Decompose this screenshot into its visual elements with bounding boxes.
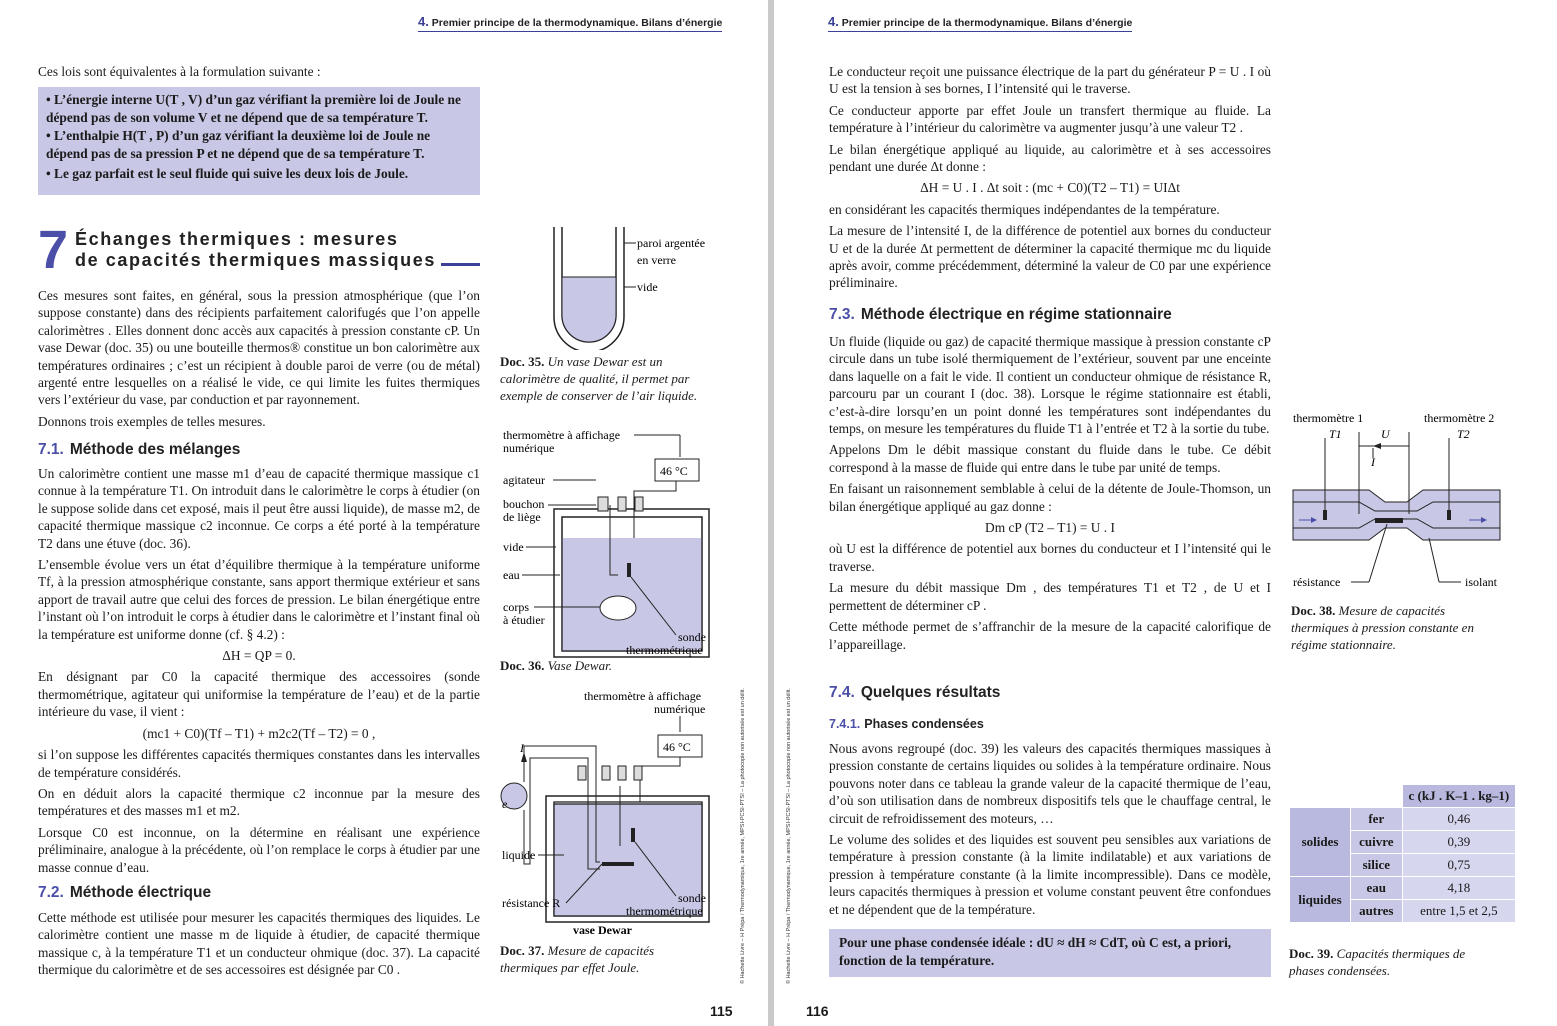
paragraph: Le bilan énergétique appliqué au liquide, au calorimètre et à ses accessoires pendant une durée Δt donne : <box>829 141 1271 175</box>
svg-text:vase Dewar: vase Dewar <box>573 923 632 937</box>
paragraph: Le volume des solides et des liquides est souvent peu sensibles aux variations de température à pression constante (à la limite indilatable) et aux variations de pression à température constante (à la limite incompressible). Dans ce modèle, leurs capacités thermiques à pression et volume constant peuvent être confondues et ne dépendent que de la température. <box>829 832 1271 917</box>
table-row: cuivre 0,39 <box>1290 831 1516 854</box>
svg-text:thermomètre 2: thermomètre 2 <box>1424 411 1495 425</box>
svg-text:46 °C: 46 °C <box>663 740 691 754</box>
label-verre: en verre <box>637 253 676 267</box>
body-text-right-3 <box>829 740 1271 922</box>
svg-text:eau: eau <box>503 568 520 582</box>
heading-7-2: 7.2. Méthode électrique <box>38 884 212 901</box>
doc36-figure <box>500 425 715 660</box>
svg-text:T2: T2 <box>1457 427 1470 441</box>
page-number: 116 <box>806 1003 829 1019</box>
paragraph: Appelons Dm le débit massique constant du fluide dans le tube. Ce débit correspond à la masse de fluide qui entre dans le tube par unité de temps. <box>829 442 1271 475</box>
svg-text:vide: vide <box>503 540 524 554</box>
paragraph: Cette méthode permet de s’affranchir de la mesure de la capacité calorifique de l’appareillage. <box>829 619 1271 652</box>
page-number: 115 <box>710 1003 733 1019</box>
svg-text:liquide: liquide <box>502 848 536 862</box>
svg-text:thermomètre 1: thermomètre 1 <box>1293 411 1364 425</box>
paragraph: Ce conducteur apporte par effet Joule un transfert thermique au fluide. La température à l’intérieur du calorimètre va augmenter jusqu’à une valeur T2 . <box>829 102 1271 136</box>
joule-laws-box <box>38 87 480 195</box>
svg-text:sonde: sonde <box>678 891 706 905</box>
svg-text:I: I <box>520 741 524 755</box>
doc38-figure <box>1289 408 1504 593</box>
svg-text:corps: corps <box>503 600 529 614</box>
table-row: silice 0,75 <box>1290 854 1516 877</box>
copyright-notice: © Hachette Livre – H Prépa / Thermodynamique, 1re année, MPSI-PCSI-PTSI – La photocopie non autorisée est un délit. <box>740 688 746 984</box>
equation: ΔH = QP = 0. <box>222 648 296 664</box>
section-title: Échanges thermiques : mesures de capacités thermiques massiques <box>75 229 436 270</box>
heading-7-4-1: 7.4.1. Phases condensées <box>829 717 984 731</box>
doc36-caption: Doc. 36. Vase Dewar. <box>500 658 612 673</box>
running-header: 4. Premier principe de la thermodynamique. Bilans d’énergie <box>828 14 1132 32</box>
paragraph: En faisant un raisonnement semblable à celui de la détente de Joule-Thomson, un bilan énergétique appliqué au gaz donne : <box>829 481 1271 514</box>
svg-text:T1: T1 <box>1329 427 1342 441</box>
paragraph: L’ensemble évolue vers un état d’équilibre thermique à la température uniforme Tf, à la pression atmosphérique constante, sans apport thermique extérieur et sans apport de travail autre que celui des forces de pression. Le bilan énergétique entre l’instant où l’on introduit le corps à étudier dans le calorimètre et l’instant final où la température est uniforme donne (cf. § 4.2) : <box>38 557 480 642</box>
svg-text:thermomètre à affichage: thermomètre à affichage <box>584 689 702 703</box>
section-rule <box>441 263 480 266</box>
paragraph: Le conducteur reçoit une puissance électrique de la part du générateur P = U . I où U est la tension à ses bornes, I l’intensité qui le traverse. <box>829 64 1271 97</box>
running-header: 4. Premier principe de la thermodynamique. Bilans d’énergie <box>418 14 722 32</box>
svg-text:résistance: résistance <box>1293 575 1341 589</box>
svg-text:sonde: sonde <box>678 630 706 644</box>
paragraph: En désignant par C0 la capacité thermique des accessoires (sonde thermométrique, agitateur qui uniformise la température de l’eau) et de la partie intérieure du vase, il vient : <box>38 669 480 720</box>
paragraph: Nous avons regroupé (doc. 39) les valeurs des capacités thermiques massiques à pression constante de certains liquides ou solides à la température ordinaire. Nous pouvons noter dans ce tableau la grande valeur de la capacité thermique de l’eau, d’où son utilisation dans de nombreux dispositifs tels que le chauffage central, le circuit de refroidissement des moteurs, … <box>829 741 1271 826</box>
left-page <box>0 0 768 1026</box>
doc35-caption: Doc. 35. Un vase Dewar est un calorimètre de qualité, il permet par exemple de conserver de l’air liquide. <box>500 354 698 403</box>
table-row: liquides eau 4,18 <box>1290 877 1516 900</box>
svg-text:bouchon: bouchon <box>503 497 545 511</box>
body-text-left-2 <box>38 465 480 880</box>
paragraph: La mesure du débit massique Dm , des températures T1 et T2 , de U et I permettent de déterminer cP . <box>829 580 1271 613</box>
condensed-phase-box: Pour une phase condensée idéale : dU ≈ dH ≈ CdT, où C est, a priori, fonction de la température. <box>829 929 1271 977</box>
paragraph: Un fluide (liquide ou gaz) de capacité thermique massique à pression constante cP circule dans un tube isolé thermiquement de l’extérieur, souvent par une enceinte dans laquelle on a fait le vide. Il contient un conducteur ohmique de résistance R, parcouru par un courant I (doc. 38). Lorsque le régime stationnaire est établi, c’est-à-dire lorsqu’en un point donné les températures sont indépendantes du temps, on mesure les températures du fluide T1 à l’entrée et T2 à la sortie du tube. <box>829 334 1271 437</box>
svg-text:e: e <box>502 797 508 811</box>
box-item: • L’énergie interne U(T , V) d’un gaz vérifiant la première loi de Joule ne dépend pas de son volume V et ne dépend que de sa température T. <box>46 92 461 125</box>
equation: ΔH = U . I . Δt soit : (mc + C0)(T2 – T1) = UIΔt <box>920 180 1180 196</box>
heading-7-3: 7.3. Méthode électrique en régime stationnaire <box>829 306 1172 323</box>
section-number: 7 <box>38 220 69 280</box>
svg-text:thermomètre à affichage: thermomètre à affichage <box>503 428 621 442</box>
svg-text:46 °C: 46 °C <box>660 464 688 478</box>
svg-text:de liège: de liège <box>503 510 541 524</box>
equation: Dm cP (T2 – T1) = U . I <box>985 520 1115 536</box>
dewar-vase-figure <box>540 225 730 350</box>
label-vide: vide <box>637 280 658 294</box>
svg-text:numérique: numérique <box>503 441 555 455</box>
svg-text:thermométrique: thermométrique <box>626 643 703 657</box>
svg-text:agitateur: agitateur <box>503 473 545 487</box>
paragraph: On en déduit alors la capacité thermique c2 inconnue par la mesure des températures et des masses m1 et m2. <box>38 785 480 819</box>
doc38-caption: Doc. 38. Mesure de capacités thermiques à pression constante en régime stationnaire. <box>1291 603 1474 652</box>
body-text-left-1 <box>38 287 480 434</box>
equation: (mc1 + C0)(Tf – T1) + m2c2(Tf – T2) = 0 , <box>142 725 376 741</box>
heading-7-1: 7.1. Méthode des mélanges <box>38 441 241 458</box>
doc39-table <box>1289 784 1516 923</box>
table-row: solides fer 0,46 <box>1290 808 1516 831</box>
paragraph: Ces mesures sont faites, en général, sous la pression atmosphérique (que l’on suppose constante) dans des récipients parfaitement calorifugés que l’on appelle calorimètres . Elles donnent donc accès aux capacités à pression constante cP. Un vase Dewar (doc. 35) ou une bouteille thermos® constitue un bon calorimètre aux températures ordinaires ; c’est un récipient à double paroi de verre (ou de métal) argenté entre lesquelles on a réalisé le vide, ce qui limite les fuites thermiques vers l’extérieur du vase, par conduction et par rayonnement. <box>38 288 480 408</box>
svg-text:numérique: numérique <box>654 702 706 716</box>
page-gutter <box>768 0 774 1026</box>
paragraph: La mesure de l’intensité I, de la différence de potentiel aux bornes du conducteur U et de la durée Δt permettent de déterminer la capacité thermique mc du liquide après avoir, comme précédemment, déterminé la valeur de C0 par une expérience préliminaire. <box>829 223 1271 291</box>
doc37-caption: Doc. 37. Mesure de capacités thermiques par effet Joule. <box>500 943 655 975</box>
label-paroi: paroi argentée <box>637 236 706 250</box>
paragraph: en considérant les capacités thermiques indépendantes de la température. <box>829 201 1220 217</box>
paragraph: Lorsque C0 est inconnue, on la détermine en réalisant une expérience préliminaire, analogue à la précédente, où l’on remplace le corps à étudier par une masse connue d’eau. <box>38 824 480 875</box>
box-item: • Le gaz parfait est le seul fluide qui suive les deux lois de Joule. <box>46 166 409 181</box>
table-row: autres entre 1,5 et 2,5 <box>1290 900 1516 923</box>
svg-text:thermométrique: thermométrique <box>626 904 703 918</box>
svg-text:résistance R: résistance R <box>502 896 561 910</box>
doc39-caption: Doc. 39. Capacités thermiques de phases condensées. <box>1289 946 1466 978</box>
svg-text:I: I <box>1371 455 1375 469</box>
body-text-right-1 <box>829 63 1271 296</box>
heading-7-4: 7.4. Quelques résultats <box>829 684 1001 701</box>
table-header: c (kJ . K–1 . kg–1) <box>1402 785 1516 808</box>
paragraph: Donnons trois exemples de telles mesures. <box>38 413 266 429</box>
doc37-figure <box>500 686 715 938</box>
body-text-right-2 <box>829 333 1271 657</box>
svg-text:isolant: isolant <box>1465 575 1497 589</box>
paragraph: Un calorimètre contient une masse m1 d’eau de capacité thermique massique c1 connue à la température T1. On introduit dans le calorimètre le corps à étudier (on le suppose solide dans cet exposé, mais il peut être aussi liquide), de masse m2, de capacité thermique massique c2 inconnue. Ce corps a été porté à la température T2 dans une étuve (doc. 36). <box>38 466 480 551</box>
svg-text:à étudier: à étudier <box>503 613 545 627</box>
intro-text: Ces lois sont équivalentes à la formulation suivante : <box>38 64 321 79</box>
paragraph: où U est la différence de potentiel aux bornes du conducteur et I l’intensité qui le traverse. <box>829 541 1271 574</box>
body-text-left-3: Cette méthode est utilisée pour mesurer les capacités thermiques des liquides. Le calorimètre contient une masse m de liquide à étudier, de capacité thermique massique c, à la température T1 et un conducteur ohmique (doc. 37). La capacité thermique du calorimètre et de ses accessoires est désignée par C0 . <box>38 910 480 978</box>
paragraph: si l’on suppose les différentes capacités thermiques constantes dans les intervalles de température considérés. <box>38 747 480 780</box>
copyright-notice: © Hachette Livre – H Prépa / Thermodynamique, 1re année, MPSI-PCSI-PTSI – La photocopie non autorisée est un délit. <box>786 688 792 984</box>
svg-text:U: U <box>1381 427 1390 441</box>
box-item: • L’enthalpie H(T , P) d’un gaz vérifiant la deuxième loi de Joule ne dépend pas de sa pression P et ne dépend que de sa température T. <box>46 128 431 161</box>
